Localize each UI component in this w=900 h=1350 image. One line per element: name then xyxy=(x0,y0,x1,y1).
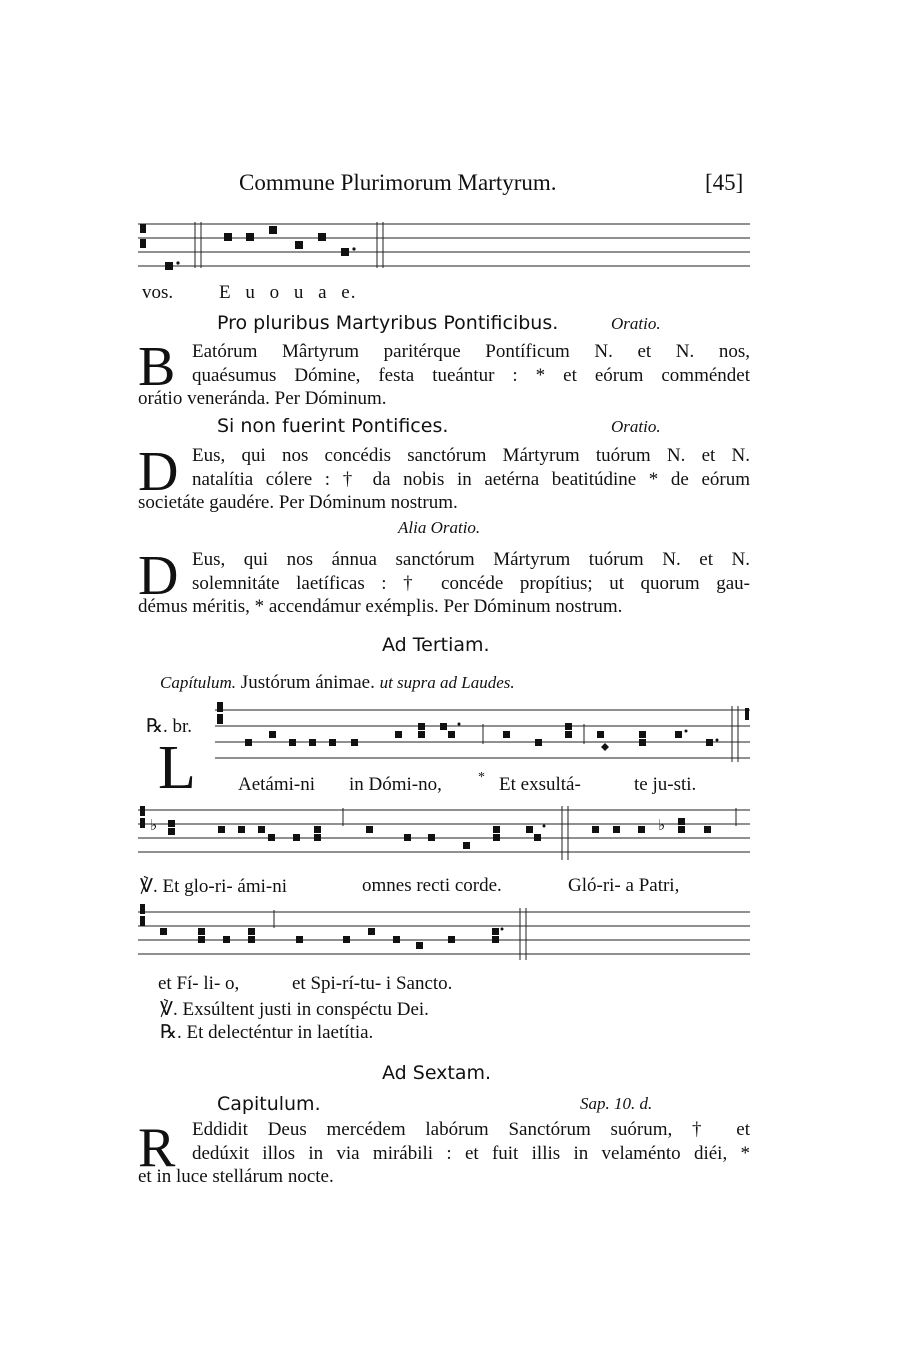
oratio-3-rubric: Alia Oratio. xyxy=(398,518,481,537)
ad-sextam-line-2: dedúxit illos in via mirábili : et fuit illis in velaménto diéi, * xyxy=(192,1142,750,1164)
oratio-2-initial: D xyxy=(138,441,179,503)
svg-text:♭: ♭ xyxy=(150,816,158,834)
oratio-2-line-1: Eus, qui nos concédis sanctórum Mártyrum tuórum N. et N. xyxy=(192,445,750,466)
staff-2-lyric-asterisk: * xyxy=(478,770,485,785)
oratio-1-rubric: Oratio. xyxy=(611,314,661,333)
capitulum-ref: ut supra ad Laudes. xyxy=(379,673,515,692)
oratio-3-line-3: démus méritis, * accendámur exémplis. Per Dóminum nostrum. xyxy=(138,596,623,617)
ad-sextam-heading: Ad Sextam. xyxy=(382,1062,492,1084)
staff-3-svg xyxy=(138,802,750,866)
staff-3-lyric-3: Gló-ri- a Patri, xyxy=(568,875,680,896)
oratio-1-line-2: quaésumus Dómine, festa tueántur : * et eórum comméndet xyxy=(192,364,750,386)
chant-staff-3 xyxy=(138,802,750,866)
oratio-1-line-3: orátio veneránda. Per Dóminum. xyxy=(138,388,387,409)
oratio-1-heading: Pro pluribus Martyribus Pontificibus. xyxy=(217,312,559,334)
staff-3-lyric-1: ℣. Et glo-ri- ámi-ni xyxy=(140,876,288,897)
staff-2-lyric-1: Aetámi-ni xyxy=(238,774,316,795)
ad-sextam-line-3: et in luce stellárum nocte. xyxy=(138,1166,334,1187)
response: ℞. Et delecténtur in laetítia. xyxy=(160,1022,374,1043)
chant-staff-4 xyxy=(138,902,750,966)
oratio-3-text xyxy=(138,545,750,619)
ad-sextam-ref: Sap. 10. d. xyxy=(580,1094,653,1113)
svg-text:♭: ♭ xyxy=(658,816,666,834)
ad-sextam-text xyxy=(138,1118,750,1189)
ad-sextam-capitulum: Capitulum. xyxy=(217,1093,321,1115)
oratio-3-line-1: Eus, qui nos ánnua sanctórum Mártyrum tuórum N. et N. xyxy=(192,549,750,570)
capitulum-rubric: Capítulum. xyxy=(160,673,237,692)
staff-4-lyric-2: et Spi-rí-tu- i Sancto. xyxy=(292,973,453,994)
staff-2-svg xyxy=(215,700,750,774)
oratio-2-line-3: societáte gaudére. Per Dóminum nostrum. xyxy=(138,492,458,513)
oratio-3-initial: D xyxy=(138,545,179,607)
capitulum-line xyxy=(160,672,515,694)
ad-sextam-line-1: Eddidit Deus mercédem labórum Sanctórum suórum, † et xyxy=(192,1119,750,1140)
ad-sextam-initial: R xyxy=(138,1117,176,1179)
capitulum-text: Justórum ánimae. xyxy=(240,672,375,693)
chant-staff-2 xyxy=(215,700,750,774)
responsory-label: ℞. br. xyxy=(146,716,193,737)
chant-staff-1 xyxy=(138,218,750,274)
staff-1-svg xyxy=(138,218,750,274)
versicle: ℣. Exsúltent justi in conspéctu Dei. xyxy=(160,999,429,1020)
staff-4-svg xyxy=(138,902,750,966)
staff-2-lyric-4: te ju-sti. xyxy=(634,774,697,795)
running-title: Commune Plurimorum Martyrum. xyxy=(239,170,557,195)
staff-3-lyric-2: omnes recti corde. xyxy=(362,875,502,896)
oratio-2-rubric: Oratio. xyxy=(611,417,661,436)
page-number: [45] xyxy=(705,170,744,195)
staff-1-lyric-vos: vos. xyxy=(142,282,174,303)
staff-4-lyric-1: et Fí- li- o, xyxy=(158,973,240,994)
ad-tertiam-heading: Ad Tertiam. xyxy=(382,634,490,656)
oratio-1-text xyxy=(138,336,750,411)
staff-2-lyric-3: Et exsultá- xyxy=(499,774,581,795)
oratio-1-initial: B xyxy=(138,336,176,398)
oratio-2-line-2: natalítia cólere : † da nobis in aetérna beatitúdine * de eórum xyxy=(192,468,750,490)
oratio-1-line-1: Eatórum Mârtyrum paritérque Pontíficum N. et N. nos, xyxy=(192,341,750,362)
responsory-initial: L xyxy=(158,734,196,802)
staff-2-lyric-2: in Dómi-no, xyxy=(349,774,442,795)
oratio-2-heading: Si non fuerint Pontifices. xyxy=(217,415,449,437)
staff-1-lyric-euouae: E u o u a e. xyxy=(219,282,357,303)
oratio-3-line-2: solemnitáte laetíficas : † concéde propítius; ut quorum gau- xyxy=(192,572,750,594)
oratio-2-text xyxy=(138,441,750,515)
